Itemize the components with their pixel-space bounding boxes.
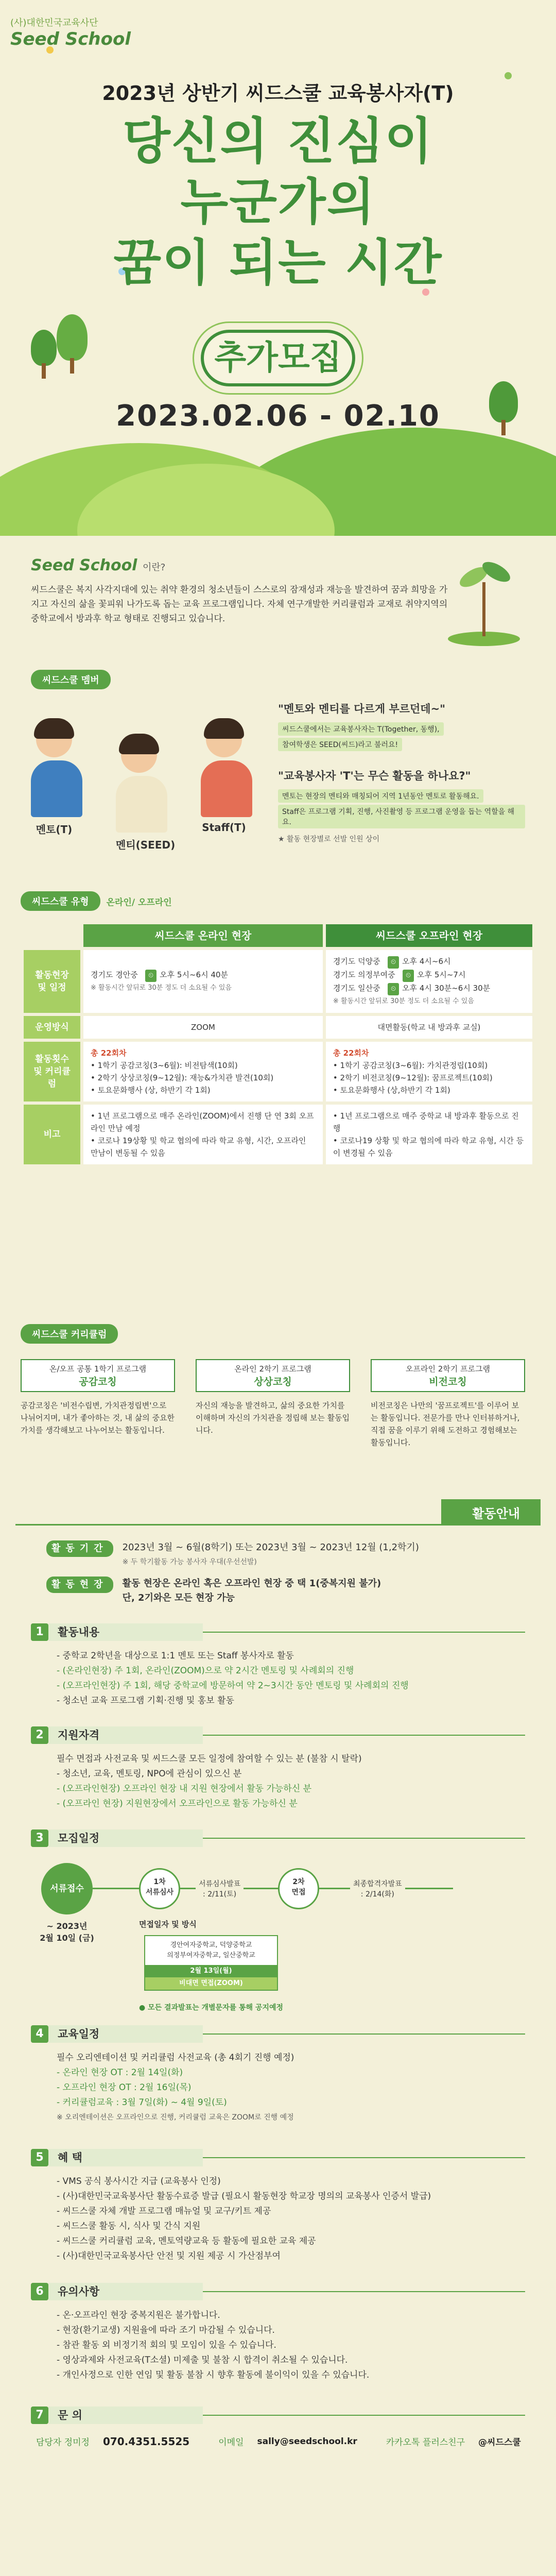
list-item: - 씨드스쿨 자체 개발 프로그램 매뉴얼 및 교구/키트 제공 [57,2206,271,2216]
step1-circle: 1차 서류심사 [139,1868,180,1909]
caption-text: 온/오프 공통 1학기 프로그램 [49,1364,147,1374]
logo [10,15,131,49]
intro-question: 이란? [142,562,166,573]
note-item: • 코로나 19상황 및 학교 협의에 따라 학교 유형, 시간, 오프라인 만남이 변동될 수 있음 [91,1136,306,1158]
list-item: - (사)대한민국교육봉사단 활동수료증 발급 (필요시 활동현장 학교장 명의의 교육봉사 인증서 발급) [57,2191,431,2201]
person-hair [204,718,244,739]
faq-question: "교육봉사자 'T'는 무슨 활동을 하나요?" [278,770,471,782]
list-item: - 참관 활동 외 비정기적 회의 및 모임이 있을 수 있습니다. [57,2340,276,2350]
person-head [36,721,72,757]
curriculum-boxes [21,1359,535,1449]
list-item: - 씨드스쿨 활동 시, 식사 및 간식 지원 [57,2221,201,2231]
section-training [31,2025,525,2125]
site-note: ※ 활동시간 앞뒤로 30분 정도 더 소요될 수 있음 [91,984,232,992]
activity-title: 활동안내 [441,1499,541,1526]
hero-title-line: 꿈이 되는 시간 [113,234,443,292]
note-item: • 1년 프로그램으로 매주 중학교 내 방과후 활동으로 진행 [333,1111,519,1133]
person-mentee [116,737,176,852]
email-label: 이메일 [218,2437,244,2448]
curriculum-caption [21,1359,175,1392]
faq-answer: 참여학생은 SEED(씨드)라고 불러요! [278,738,402,751]
section-title: 활동내용 [48,1623,203,1641]
intro-section [0,536,556,670]
note-item: • 1년 프로그램으로 매주 온라인(ZOOM)에서 진행 단 연 3회 오프라인 만남 예정 [91,1111,314,1133]
interview-note: ● 모든 결과발표는 개별문자를 통해 공지예정 [139,2004,284,2012]
time-badge: ⏲ [388,983,399,995]
sprout-icon [443,541,525,649]
step2-circle: 2차 면접 [278,1868,319,1909]
contact-person: 담당자 정미정 [36,2437,90,2448]
person-staff [201,721,247,834]
time-badge: ⏲ [145,970,157,982]
list-item: - 오프라인 현장 OT : 2월 16일(목) [57,2082,192,2093]
hero-banner [0,0,556,536]
section-number: 6 [31,2283,48,2300]
offline-mode-cell: 대면활동(학교 내 방과후 교실) [326,1016,532,1039]
section-contact [31,2406,525,2448]
curriculum-label: 씨드스쿨 커리큘럼 [21,1324,118,1344]
section-number: 2 [31,1726,48,1744]
section-number: 4 [31,2025,48,2043]
people-illustration [31,706,268,850]
section-title: 교육일정 [48,2025,203,2043]
list-item: 필수 오리엔테이션 및 커리큘럼 사전교육 (총 4회기 진행 예정) [57,2053,294,2063]
section-line [203,2033,525,2035]
faq-note: ★ 활동 현장별로 선발 인원 상이 [278,835,380,843]
faq-answer: 멘토는 현장의 멘티와 매칭되어 지역 1년동안 멘토로 활동해요. [278,789,483,803]
section-notice [31,2282,525,2383]
intro-brand: Seed School [31,556,137,574]
place-row [46,1577,381,1605]
curriculum-item: • 토요문화행사 (상, 하반기 각 1회) [91,1086,211,1095]
list-item: - 현장(환기교생) 지원율에 따라 조기 마감될 수 있습니다. [57,2325,275,2335]
row-label: 활동횟수 및 커리큘럼 [24,1042,80,1101]
list-item: ※ 오리엔테이션은 오프라인으로 진행, 커리큘럼 교육은 ZOOM로 진행 예정 [57,2113,294,2122]
curriculum-item: • 1학기 공감코칭(3~6월): 가치관정립(10회) [333,1061,488,1070]
curriculum-item: • 2학기 비전코칭(9~12월): 꿈프로젝트(10회) [333,1073,493,1082]
list-item: - (오프라인현장) 오프라인 현장 내 지원 현장에서 활동 가능하신 분 [57,1784,312,1794]
member-faq [278,701,525,844]
section-title: 혜 택 [48,2149,203,2166]
curriculum-box [21,1359,175,1449]
online-curriculum-cell [83,1042,323,1101]
contact-email[interactable]: sally@seedschool.kr [257,2436,357,2447]
curriculum-item: • 토요문화행사 (상,하반기 각 1회) [333,1086,450,1095]
section-line [203,2291,525,2292]
section-number: 3 [31,1829,48,1847]
schedule-flow [31,1848,525,2023]
tree-decoration [57,314,88,361]
type-table [21,921,535,1167]
section-title: 유의사항 [48,2283,203,2300]
time-badge: ⏲ [403,970,414,982]
step2-result: 최종합격자발표 : 2/14(화) [350,1878,405,1899]
offline-sites-cell [326,950,532,1013]
faq-answer: Staff은 프로그램 기획, 진행, 사진촬영 등 프로그램 운영을 돕는 역할을 해요. [278,805,525,828]
section-recruit-schedule [31,1829,525,2023]
table-header-row [24,924,532,947]
period-key: 활동기간 [46,1540,113,1557]
col-online-header: 씨드스쿨 온라인 현장 [83,924,323,947]
list-item: - 온라인 현장 OT : 2월 14일(화) [57,2067,183,2078]
person-label: 멘토(T) [36,823,73,836]
apply-deadline: ~ 2023년 2월 10일 (금) [40,1921,94,1943]
site-name: 경기도 덕양중 [333,957,380,966]
divider [15,1524,541,1526]
table-row [24,1016,532,1039]
list-item: - 온·오프라인 현장 중복지원은 불가합니다. [57,2310,220,2320]
col-offline-header: 씨드스쿨 오프라인 현장 [326,924,532,947]
person-mentor [31,721,77,836]
person-head [206,721,242,757]
note-item: • 코로나19 상황 및 학교 협의에 따라 학교 유형, 시간 등이 변경될 수 있음 [333,1136,524,1158]
session-count: 총 22회차 [91,1048,127,1058]
type-section [0,891,556,1324]
list-item: - (오프라인 현장) 지원현장에서 오프라인으로 활동 가능하신 분 [57,1799,298,1809]
interview-date: 2월 13일(월) [145,1965,277,1977]
person-label: 멘티(SEED) [116,839,176,851]
site-time: 오후 4시~6시 [402,957,451,966]
list-item: - 개인사정으로 인한 연임 및 활동 불참 시 향후 활동에 불이익이 있을 수 있습니다. [57,2370,370,2380]
list-item: - (온라인현장) 주 1회, 온라인(ZOOM)으로 약 2시간 멘토링 및 사례회의 진행 [57,1666,354,1676]
period-row [46,1540,419,1569]
offline-curriculum-cell [326,1042,532,1101]
curriculum-name: 비전코칭 [429,1376,467,1387]
section-line [203,2157,525,2158]
curriculum-text: 공감코칭은 '비전수립변, 가치관정립변'으로 나뉘어지며, 내가 좋아하는 것, 내 삶의 중요한 가치를 생각해보고 나누어보는 활동입니다. [21,1401,175,1435]
offline-note-cell [326,1105,532,1164]
caption-text: 온라인 2학기 프로그램 [234,1364,311,1374]
list-item: - 청소년, 교육, 멘토링, NPO에 관심이 있으신 분 [57,1769,242,1779]
place-value-2: 단, 2기와은 모든 현장 가능 [122,1592,235,1603]
activity-section [0,1499,556,2576]
person-body [116,776,167,833]
table-row [24,1105,532,1164]
person-head [121,737,157,773]
section-line [203,1838,525,1839]
section-line [203,1735,525,1736]
online-sites-cell [83,950,323,1013]
member-section [0,670,556,891]
list-item: - 영상과제와 사전교육(T소셜) 미제출 및 불참 시 합격이 취소될 수 있습니다. [57,2355,348,2365]
list-item: - 청소년 교육 프로그램 기획·진행 및 홍보 활동 [57,1696,234,1706]
table-row [24,950,532,1013]
list-item: 필수 면접과 사전교육 및 씨드스쿨 모든 일정에 참여할 수 있는 분 (불참 시 탈락) [57,1754,362,1764]
section-benefits [31,2148,525,2264]
faq-question: "멘토와 멘티를 다르게 부르던데~" [278,703,446,715]
curriculum-box [371,1359,525,1449]
apply-circle: 서류접수 [41,1863,93,1914]
interview-mode: 비대면 면접(ZOOM) [145,1977,277,1990]
place-key: 활동현장 [46,1577,113,1593]
online-mode-cell: ZOOM [83,1016,323,1039]
period-value: 2023년 3월 ~ 6월(8학기) 또는 2023년 3월 ~ 2023년 12월 (1,2학기) [122,1542,419,1553]
org-name: (사)대한민국교육사단 [10,18,98,28]
curriculum-caption [196,1359,350,1392]
tree-trunk [70,358,74,374]
curriculum-item: • 2학기 상상코칭(9~12월): 재능&가치관 발견(10회) [91,1073,274,1082]
curriculum-name: 상상코칭 [254,1376,292,1387]
curriculum-text: 비전코칭은 나만의 '꿈프로젝트'를 이루어 보는 활동입니다. 전문가를 만나 인터뷰하거나, 직접 꿈을 이루기 위해 도전하고 경험해보는 활동입니다. [371,1401,520,1447]
place-value: 활동 현장은 온라인 혹은 오프라인 현장 중 택 1(중복지원 불가) [122,1578,381,1589]
type-sub: 온라인/ 오프라인 [106,897,172,908]
intro-text: 씨드스쿨은 복지 사각지대에 있는 취약 환경의 청소년들이 스스로의 잠재성과 재능을 발견하여 꿈과 희망을 가지고 자신의 삶을 꽃피워 나가도록 돕는 교육 프로그램입니다. 자체 연구개발한 커리큘럼과 교재로 취약지역의 중학교에서 방과후 학교 형태로 진행되고 있습니다. [31,585,448,624]
hero-title [0,111,556,293]
row-label: 운영방식 [24,1016,80,1039]
section-title: 지원자격 [48,1726,203,1744]
curriculum-name: 공감코칭 [79,1376,117,1387]
list-item: - 커리큘럼교육 : 3월 7일(화) ~ 4월 9일(토) [57,2097,227,2108]
section-line [203,2415,525,2416]
brand-name: Seed School [10,29,131,49]
list-item: - (사)대한민국교육봉사단 안전 및 지원 제공 시 가산점부여 [57,2251,281,2261]
faq-answer: 씨드스쿨에서는 교육봉사자는 T(Together, 동행), [278,722,444,736]
section-activity-content [31,1623,525,1708]
curriculum-section [0,1324,556,1499]
list-item: - 중학교 2학년을 대상으로 1:1 멘토 또는 Staff 봉사자로 활동 [57,1651,294,1661]
curriculum-caption [371,1359,525,1392]
list-item: - 씨드스쿨 커리큘럼 교육, 멘토역량교육 등 활동에 필요한 교육 제공 [57,2236,316,2246]
contact-phone[interactable]: 070.4351.5525 [102,2435,190,2448]
table-row [24,1042,532,1101]
list-item: - (오프라인현장) 주 1회, 해당 중학교에 방문하여 약 2~3시간 동안 멘토링 및 사례회의 진행 [57,1681,409,1691]
section-number: 7 [31,2406,48,2424]
kakao-label: 카카오톡 플러스친구 [386,2437,465,2448]
site-name: 경기도 의정부여중 [333,970,395,979]
person-hair [34,718,74,739]
recruit-badge: 추가모집 [201,330,355,386]
section-number: 1 [31,1623,48,1641]
contact-kakao[interactable]: @씨드스쿨 [478,2437,521,2448]
hero-title-line: 당신의 진심이 [123,112,433,170]
type-header [21,891,535,911]
person-hair [119,734,159,754]
site-time: 오후 5시~6시 40분 [160,970,228,979]
person-label: Staff(T) [202,821,246,834]
site-name: 경기도 일산중 [333,984,380,993]
tree-decoration [31,330,57,366]
section-title: 모집일정 [48,1829,203,1847]
contact-row [31,2435,525,2448]
curriculum-item: • 1학기 공감코칭(3~6월): 비전탐색(10회) [91,1061,238,1070]
interview-box [144,1935,278,1991]
section-line [203,1632,525,1633]
caption-text: 오프라인 2학기 프로그램 [406,1364,490,1374]
type-label: 씨드스쿨 유형 [21,891,100,911]
interview-schools: 경안여자중학교, 덕양중학교 의정부여자중학교, 일산중학교 [167,1941,255,1959]
site-note: ※ 활동시간 앞뒤로 30분 정도 더 소요될 수 있음 [333,997,474,1005]
section-number: 5 [31,2149,48,2166]
online-note-cell [83,1105,323,1164]
step1-result: 서류심사발표 : 2/11(토) [196,1878,244,1899]
row-label: 비고 [24,1105,80,1164]
recruit-period: 2023.02.06 - 02.10 [116,399,440,433]
hero-subtitle: 2023년 상반기 씨드스쿨 교육봉사자(T) [102,82,454,105]
table-corner [24,924,80,947]
tree-trunk [42,363,46,379]
period-note: ※ 두 학기활동 가능 봉사자 우대(우선선발) [122,1558,257,1566]
site-time: 오후 5시~7시 [417,970,466,979]
site-time: 오후 4시 30분~6시 30분 [402,984,491,993]
curriculum-text: 자신의 재능을 발견하고, 삶의 중요한 가치를 이해하며 자신의 가치관을 정립해 보는 활동입니다. [196,1401,350,1435]
time-badge: ⏲ [388,956,399,969]
person-body [201,760,252,817]
site-name: 경기도 경안중 [91,970,138,979]
person-body [31,760,82,817]
list-item: - VMS 공식 봉사시간 지급 (교육봉사 인정) [57,2176,221,2187]
row-label: 활동현장 및 일정 [24,950,80,1013]
section-qualification [31,1726,525,1811]
curriculum-box [196,1359,350,1449]
member-label: 씨드스쿨 멤버 [31,670,111,689]
hero-title-line: 누군가의 [180,173,376,231]
section-title: 문 의 [48,2406,203,2424]
session-count: 총 22회차 [333,1048,369,1058]
interview-title: 면접일자 및 방식 [139,1920,197,1929]
